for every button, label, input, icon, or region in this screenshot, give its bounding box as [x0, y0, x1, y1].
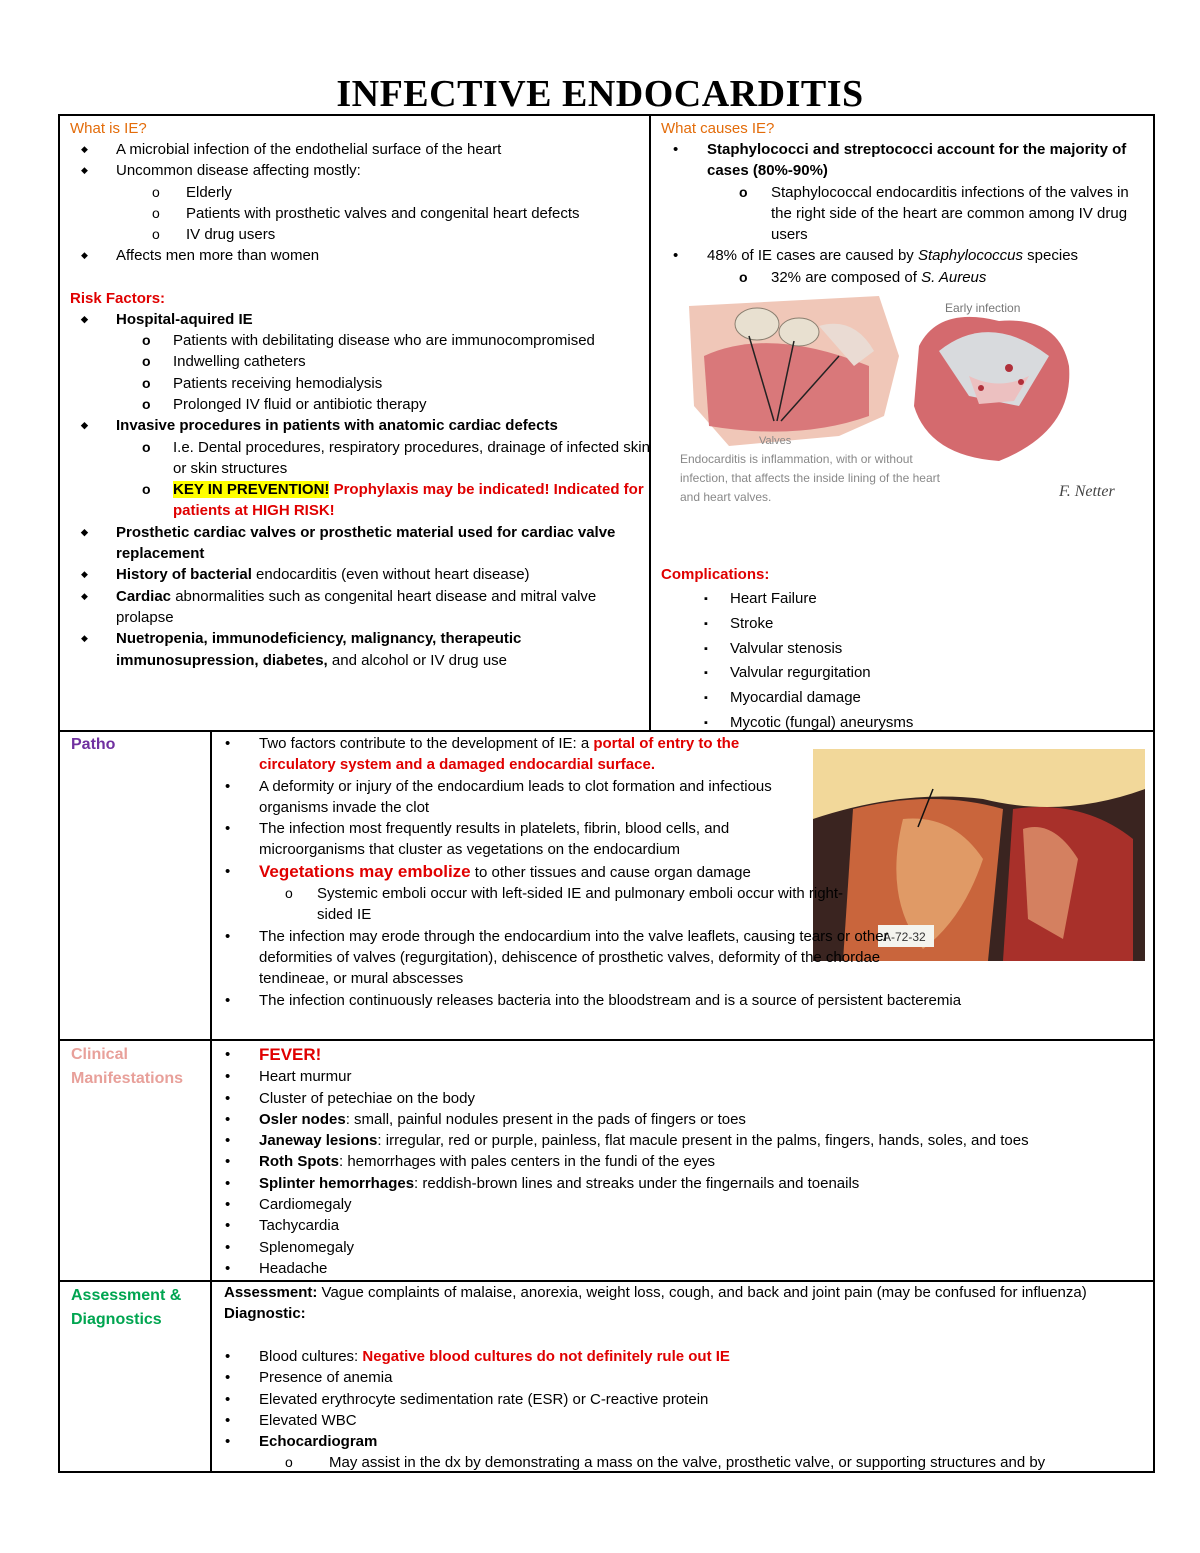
- list-item: ◆ History of bacterial endocarditis (even without heart disease): [70, 564, 650, 585]
- diagnostic-heading: Diagnostic:: [224, 1305, 306, 1323]
- notes-table: [58, 114, 1155, 1473]
- list-item: • Cluster of petechiae on the body: [213, 1088, 1153, 1109]
- list-item: • FEVER!: [213, 1044, 1153, 1066]
- list-item: ◆ Cardiac abnormalities such as congenital heart disease and mitral valve prolapse: [70, 586, 650, 629]
- list-item: ◆ Invasive procedures in patients with anatomic cardiac defects: [70, 415, 650, 436]
- complications-list: [661, 587, 1141, 736]
- list-item: • Heart murmur: [213, 1066, 1153, 1087]
- list-item: ◆ Affects men more than women: [70, 245, 650, 266]
- list-item: ▪ Mycotic (fungal) aneurysms: [661, 711, 1141, 736]
- list-item: • Janeway lesions: irregular, red or purple, painless, flat macule present in the palms, fingers, hands, soles, and toes: [213, 1130, 1153, 1151]
- list-item: ▪ Myocardial damage: [661, 686, 1141, 711]
- list-item: • Elevated erythrocyte sedimentation rate (ESR) or C-reactive protein: [213, 1389, 1153, 1410]
- patho-label: Patho: [71, 736, 116, 753]
- list-item: [70, 479, 650, 522]
- netter-caption: Endocarditis is inflammation, with or without infection, that affects the inside lining of the heart and heart valves.: [680, 452, 940, 504]
- list-item: ◆ A microbial infection of the endothelial surface of the heart: [70, 139, 650, 160]
- clinical-label: Clinical Manifestations: [71, 1046, 184, 1087]
- specimen-tag: A-72-32: [883, 930, 926, 944]
- list-item: • The infection most frequently results in platelets, fibrin, blood cells, and microorganisms that cluster as vegetations on the endocardium: [213, 818, 799, 861]
- list-item: ▪ Valvular regurgitation: [661, 661, 1141, 686]
- list-item: o IV drug users: [70, 224, 650, 245]
- list-item: ▪ Stroke: [661, 612, 1141, 637]
- key-highlight: KEY IN PREVENTION!: [173, 481, 330, 499]
- valves-label: Valves: [759, 435, 792, 447]
- list-item: • Osler nodes: small, painful nodules present in the pads of fingers or toes: [213, 1109, 1153, 1130]
- list-item: o Staphylococcal endocarditis infections of the valves in the right side of the heart are common among IV drug users: [661, 182, 1151, 246]
- row-divider-clinical: [60, 1039, 1153, 1041]
- label-column-divider: [210, 730, 212, 1473]
- list-item: o May assist in the dx by demonstrating a mass on the valve, prosthetic valve, or supporting structures and by: [213, 1452, 1153, 1473]
- causes-list: [661, 139, 1151, 288]
- list-item: o Patients with prosthetic valves and congenital heart defects: [70, 203, 650, 224]
- diagnostic-content: [213, 1346, 1153, 1474]
- list-item: ▪ Valvular stenosis: [661, 637, 1141, 662]
- risk-list: [70, 309, 650, 671]
- causes-section: [661, 118, 1151, 731]
- list-item: • Presence of anemia: [213, 1367, 1153, 1388]
- page-title: INFECTIVE ENDOCARDITIS: [336, 73, 864, 115]
- list-item: • Echocardiogram: [213, 1431, 1153, 1452]
- list-item: ◆ Prosthetic cardiac valves or prosthetic material used for cardiac valve replacement: [70, 522, 650, 565]
- list-item: • The infection continuously releases bacteria into the bloodstream and is a source of persistent bacteremia: [213, 990, 1153, 1011]
- prophylaxis-note: Prophylaxis may be indicated! Indicated for patients at HIGH RISK!: [173, 481, 644, 520]
- patho-list: [213, 733, 1153, 1011]
- list-item: o Systemic emboli occur with left-sided IE and pulmonary emboli occur with right-sided IE: [213, 883, 857, 926]
- list-item: ▪ Heart Failure: [661, 587, 1141, 612]
- list-item: • Tachycardia: [213, 1215, 1153, 1236]
- list-item: • Two factors contribute to the development of IE: a portal of entry to the circulatory system and a damaged endocardial surface.: [213, 733, 779, 776]
- what-is-heading: What is IE?: [70, 120, 147, 137]
- list-item: o Elderly: [70, 182, 650, 203]
- list-item: • Splinter hemorrhages: reddish-brown lines and streaks under the fingernails and toenails: [213, 1173, 1153, 1194]
- list-item: • Splenomegaly: [213, 1237, 1153, 1258]
- assessment-text: Assessment: Vague complaints of malaise, anorexia, weight loss, cough, and back and joint pain (may be confused for influenza): [224, 1284, 1087, 1301]
- list-item: o Patients with debilitating disease who are immunocompromised: [70, 330, 650, 351]
- netter-heart-illustration: [669, 296, 1123, 526]
- what-is-list: [70, 139, 650, 267]
- list-item: o Patients receiving hemodialysis: [70, 373, 650, 394]
- list-item: • Cardiomegaly: [213, 1194, 1153, 1215]
- list-item: • The infection may erode through the endocardium into the valve leaflets, causing tears or other deformities of valves (regurgitation), dehiscence of prosthetic valves, deformity of the chordae tendineae, or mural abscesses: [213, 926, 949, 990]
- patho-content: [213, 733, 1153, 1011]
- list-item: ◆ Uncommon disease affecting mostly:: [70, 160, 650, 181]
- risk-heading: Risk Factors:: [70, 289, 166, 307]
- assessment-label: Assessment & Diagnostics: [71, 1287, 182, 1328]
- list-item: • 48% of IE cases are caused by Staphylococcus species: [661, 245, 1151, 266]
- list-item: ◆ Hospital-aquired IE: [70, 309, 650, 330]
- early-infection-label: Early infection: [945, 301, 1021, 315]
- list-item: ◆ Nuetropenia, immunodeficiency, malignancy, therapeutic immunosupression, diabetes, and alcohol or IV drug use: [70, 628, 650, 671]
- clinical-content: [213, 1044, 1153, 1279]
- list-item: • A deformity or injury of the endocardium leads to clot formation and infectious organisms invade the clot: [213, 776, 779, 819]
- list-item: o 32% are composed of S. Aureus: [661, 267, 1151, 288]
- causes-heading: What causes IE?: [661, 120, 775, 137]
- list-item: • Headache: [213, 1258, 1153, 1279]
- clinical-list: [213, 1044, 1153, 1279]
- list-item: o Indwelling catheters: [70, 351, 650, 372]
- list-item: • Blood cultures: Negative blood cultures do not definitely rule out IE: [213, 1346, 1153, 1367]
- list-item: • Staphylococci and streptococci account for the majority of cases (80%-90%): [661, 139, 1151, 182]
- list-item: • Vegetations may embolize to other tissues and cause organ damage: [213, 861, 779, 883]
- list-item: • Elevated WBC: [213, 1410, 1153, 1431]
- list-item: o I.e. Dental procedures, respiratory procedures, drainage of infected skin or skin structures: [70, 437, 650, 480]
- complications-heading: Complications:: [661, 566, 770, 583]
- list-item: o Prolonged IV fluid or antibiotic therapy: [70, 394, 650, 415]
- what-is-section: [70, 118, 650, 671]
- assessment-content: [224, 1282, 1149, 1325]
- netter-signature: F. Netter: [1059, 483, 1115, 500]
- list-item: • Roth Spots: hemorrhages with pales centers in the fundi of the eyes: [213, 1151, 1153, 1172]
- diagnostic-list: [213, 1346, 1153, 1474]
